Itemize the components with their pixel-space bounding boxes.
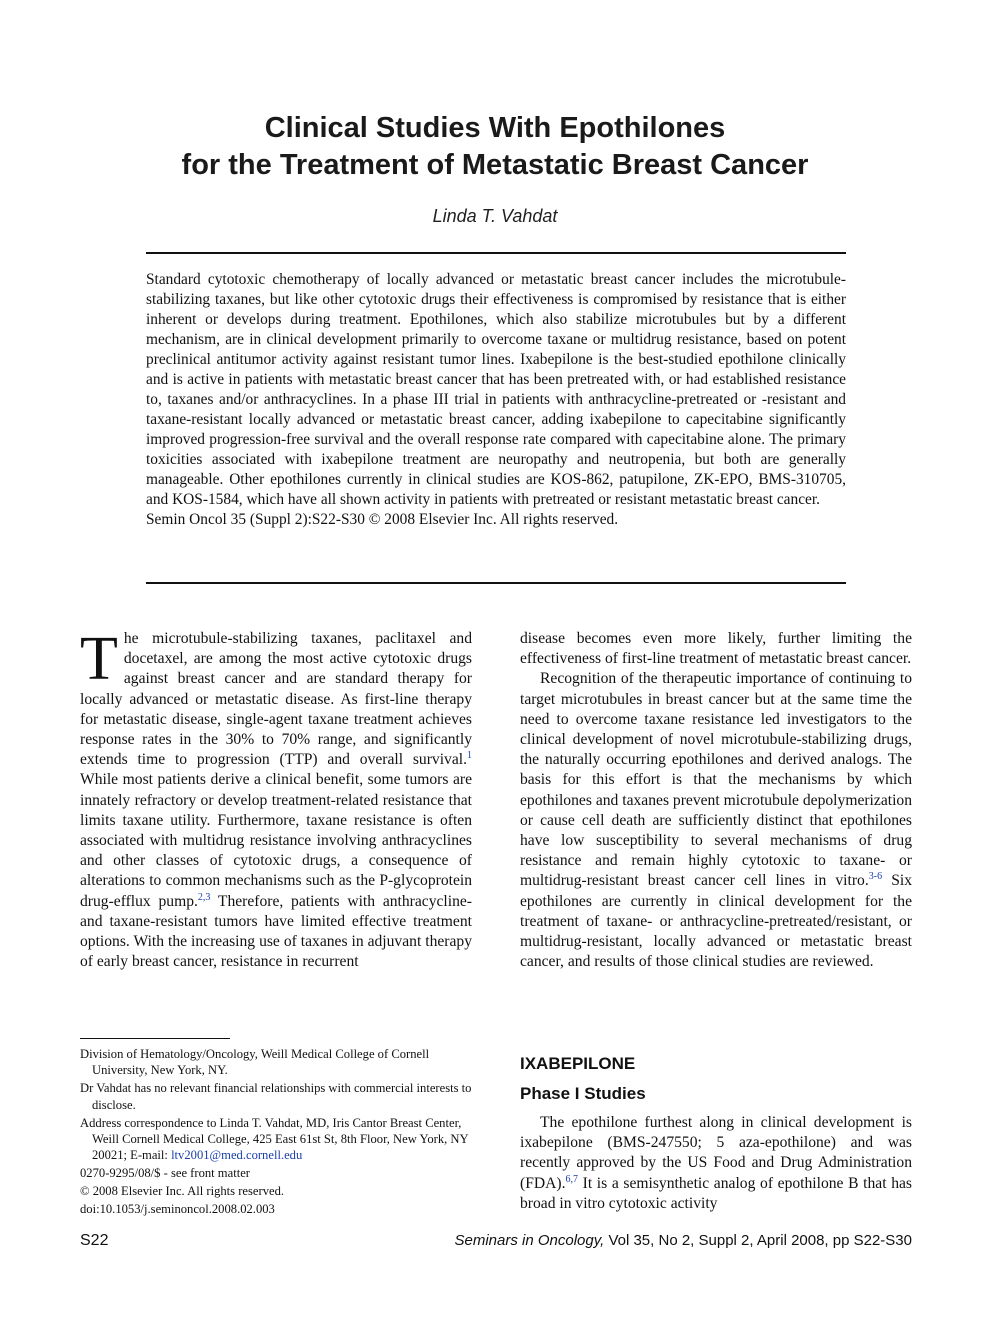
phase-one-text-1: The epothilone furthest along in clinical development is ixabepilone (BMS-247550; 5 aza-epothilone) and was recently approved by the US Food and Drug Administration (FDA). (520, 1114, 912, 1192)
intro-text-3: Therefore, patients with anthracycline- and taxane-resistant tumors have limited effective treatment options. With the increasing use of taxanes in adjuvant therapy of early breast cancer, resistance in recurrent (80, 892, 472, 971)
running-footer (454, 1232, 912, 1249)
author-name: Linda T. Vahdat (432, 206, 558, 226)
reference-link-3-6[interactable]: 3-6 (868, 871, 883, 883)
footnote-copyright: © 2008 Elsevier Inc. All rights reserved. (80, 1184, 285, 1199)
abstract-citation: Semin Oncol 35 (Suppl 2):S22-S30 © 2008 Elsevier Inc. All rights reserved. (146, 511, 619, 528)
abstract-text: Standard cytotoxic chemotherapy of locally advanced or metastatic breast cancer includes the microtubule-stabilizing taxanes, but like other cytotoxic drugs their effectiveness is compromised by resistance that is either inherent or develops during treatment. Epothilones, which also stabilize microtubules but by a different mechanism, are in clinical development primarily to overcome taxane or multidrug resistance, based on potent preclinical antitumor activity against resistant tumor lines. Ixabepilone is the best-studied epothilone clinically and is active in patients with metastatic breast cancer that has been pretreated with, or had established resistance to, taxanes and/or anthracyclines. In a phase III trial in patients with anthracycline-pretreated or -resistant and taxane-resistant locally advanced or metastatic breast cancer, adding ixabepilone to capecitabine significantly improved progression-free survival and the overall response rate compared with capecitabine alone. The primary toxicities associated with ixabepilone treatment are neuropathy and neutropenia, but both are generally manageable. Other epothilones currently in clinical studies are KOS-862, patupilone, ZK-EPO, BMS-310705, and KOS-1584, which have all shown activity in patients with pretreated or resistant metastatic breast cancer. (146, 271, 846, 508)
footnote-affiliation: Division of Hematology/Oncology, Weill Medical College of Cornell University, New York, NY. (80, 1047, 430, 1078)
page-number: S22 (80, 1232, 109, 1249)
intro-text-1: he microtubule-stabilizing taxanes, paclitaxel and docetaxel, are among the most active cytotoxic drugs against breast cancer and are standard therapy for locally advanced or metastatic disease. As first-line therapy for metastatic disease, single-agent taxane treatment achieves response rates in the 30% to 70% range, and significantly extends time to progression (TTP) and overall survival. (80, 630, 472, 769)
footnotes (80, 1046, 472, 1219)
subsection-heading: Phase I Studies (520, 1084, 646, 1103)
phase-one-paragraph (520, 1113, 912, 1214)
recognition-text-1: Recognition of the therapeutic importance of continuing to target microtubules in breast cancer but at the same time the need to overcome taxane resistance led investigators to the clinical development of novel microtubule-stabilizing drugs, the naturally occurring epothilones and derived analogs. The basis for this effort is that the mechanisms by which epothilones and taxanes prevent microtubule depolymerization or cause cell death are sufficiently distinct that epothilones have low susceptibility to several mechanisms of drug resistance and remain highly cytotoxic to taxane- or multidrug-resistant breast cancer cell lines in vitro. (520, 670, 912, 890)
issue-details: Vol 35, No 2, Suppl 2, April 2008, pp S22-S30 (604, 1232, 912, 1249)
journal-name: Seminars in Oncology, (454, 1232, 605, 1249)
left-column (80, 625, 472, 972)
footnote-doi: doi:10.1053/j.seminoncol.2008.02.003 (80, 1202, 275, 1217)
recognition-text-2: Six epothilones are currently in clinical development for the treatment of taxane- or anthracycline-pretreated/resistant, or multidrug-resistant, locally advanced or metastatic breast cancer, and results of those clinical studies are reviewed. (520, 872, 912, 971)
title-line-1: Clinical Studies With Epothilones (264, 112, 726, 144)
article-title (80, 110, 910, 184)
continuation-paragraph: disease becomes even more likely, further limiting the effectiveness of first-line treatment of metastatic breast cancer. (520, 630, 912, 668)
drop-cap: T (80, 625, 118, 693)
abstract (146, 270, 846, 530)
footnote-correspondence (80, 1115, 472, 1164)
reference-link-1[interactable]: 1 (467, 750, 472, 762)
reference-link-2-3[interactable]: 2,3 (197, 891, 211, 903)
footnote-rule (80, 1038, 230, 1039)
correspondence-text: Address correspondence to Linda T. Vahdat, MD, Iris Cantor Breast Center, Weill Cornell Medical College, 425 East 61st St, 8th Floor, New York, NY 20021; E-mail: (80, 1115, 469, 1163)
right-column (520, 629, 912, 972)
section-heading: IXABEPILONE (520, 1054, 636, 1073)
intro-text-2: While most patients derive a clinical benefit, some tumors are innately refractory or develop treatment-related resistance that limits taxane utility. Furthermore, taxane resistance is often associated with multidrug resistance involving anthracyclines and other classes of cytotoxic drugs, a consequence of alterations to common mechanisms such as the P-glycoprotein drug-efflux pump. (80, 771, 472, 910)
reference-link-6-7[interactable]: 6,7 (565, 1173, 578, 1185)
intro-paragraph (80, 625, 472, 972)
title-line-2: for the Treatment of Metastatic Breast Cancer (181, 149, 809, 181)
phase-one-text-2: It is a semisynthetic analog of epothilone B that has broad in vitro cytotoxic activity (520, 1174, 912, 1212)
footnote-disclosure: Dr Vahdat has no relevant financial relationships with commercial interests to disclose. (80, 1081, 472, 1112)
phase-one-section (520, 1113, 912, 1214)
footnote-issn: 0270-9295/08/$ - see front matter (80, 1166, 250, 1181)
email-link[interactable]: ltv2001@med.cornell.edu (171, 1148, 303, 1163)
abstract-top-rule (146, 252, 846, 254)
recognition-paragraph (520, 669, 912, 972)
abstract-bottom-rule (146, 582, 846, 584)
